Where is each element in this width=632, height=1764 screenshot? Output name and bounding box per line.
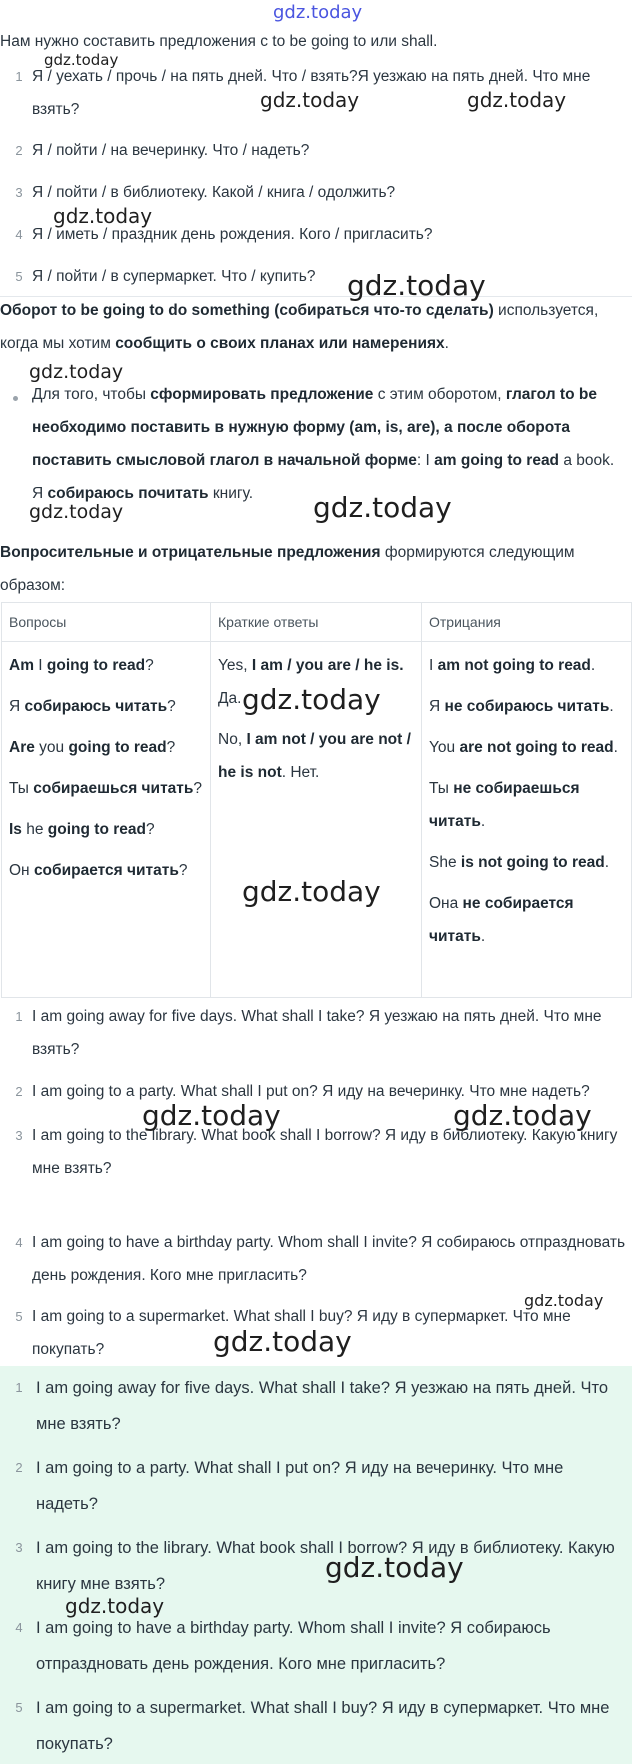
watermark: gdz.today [53, 204, 153, 228]
answer-number: 5 [15, 1700, 23, 1715]
cell-line: Am I going to read? [9, 657, 154, 674]
grammar-table [1, 602, 632, 998]
bullet-text: : I [416, 452, 435, 469]
cell-line: Я собираюсь читать? [9, 698, 176, 715]
table-header: Краткие ответы [211, 603, 422, 642]
watermark: gdz.today [347, 269, 486, 302]
watermark: gdz.today [142, 1099, 281, 1132]
table-header: Отрицания [422, 603, 632, 642]
task-number: 5 [15, 269, 23, 284]
cell-line: You are not going to read. [429, 739, 618, 756]
watermark: gdz.today [313, 491, 452, 524]
answer-number: 4 [15, 1620, 23, 1635]
answer-number: 1 [15, 1009, 23, 1024]
task-number: 3 [15, 185, 23, 200]
task-number: 2 [15, 143, 23, 158]
cell-line: Она не собирается читать. [429, 895, 574, 945]
task-text: Я / пойти / в супермаркет. Что / купить? [32, 268, 316, 285]
bullet-text: Для того, чтобы [32, 386, 151, 403]
answer-text: I am going to the library. What book shall I borrow? Я иду в библиотеку. Какую книгу мне взять? [36, 1539, 615, 1593]
task-text: Я / иметь / праздник день рождения. Кого / пригласить? [32, 226, 433, 243]
answer-text: I am going to have a birthday party. Whom shall I invite? Я собираюсь отпраздновать день рождения. Кого мне пригласить? [32, 1234, 626, 1284]
cell-line: She is not going to read. [429, 854, 610, 871]
watermark: gdz.today [453, 1099, 592, 1132]
answer-number: 4 [15, 1235, 23, 1250]
answer-number: 5 [15, 1309, 23, 1324]
task-number: 1 [15, 69, 23, 84]
answer-text: I am going to a supermarket. What shall I buy? Я иду в супермаркет. Что мне покупать? [32, 1308, 571, 1358]
watermark: gdz.today [242, 683, 381, 716]
answer-text: I am going to a supermarket. What shall I buy? Я иду в супермаркет. Что мне покупать? [36, 1699, 610, 1753]
table-cell-questions [2, 642, 211, 998]
bullet-bold: сформировать предложение [150, 386, 374, 403]
watermark: gdz.today [213, 1325, 352, 1358]
task-text: Я / пойти / на вечеринку. Что / надеть? [32, 142, 310, 159]
rule-text: используется, когда мы хотим [0, 302, 599, 352]
bullet-dot [13, 396, 18, 401]
watermark: gdz.today [65, 1594, 165, 1618]
answer-text: I am going to a party. What shall I put on? Я иду на вечеринку. Что мне надеть? [32, 1083, 590, 1100]
watermark: gdz.today [524, 1291, 604, 1310]
bullet-text: книгу. [208, 485, 254, 502]
watermark: gdz.today [260, 88, 360, 112]
rule-paragraph [0, 294, 632, 360]
table-cell-negations [422, 642, 632, 998]
questions-intro-bold: Вопросительные и отрицательные предложения [0, 544, 381, 561]
answer-text: I am going to the library. What book shall I borrow? Я иду в библиотеку. Какую книгу мне взять? [32, 1127, 618, 1177]
intro-text: Нам нужно составить предложения с to be going to или shall. [0, 33, 438, 50]
watermark: gdz.today [29, 501, 124, 523]
rule-text-end: . [444, 335, 449, 352]
bullet-bold: am going to read [434, 452, 560, 469]
cell-line: Ты не собираешься читать. [429, 780, 580, 830]
answer-number: 3 [15, 1128, 23, 1143]
bullet-text: с этим оборотом, [373, 386, 506, 403]
cell-line: Is he going to read? [9, 821, 155, 838]
bullet-bold: собираюсь почитать [47, 485, 209, 502]
answer-text: I am going to have a birthday party. Whom shall I invite? Я собираюсь отпраздновать день рождения. Кого мне пригласить? [36, 1619, 551, 1673]
answer-text: I am going away for five days. What shall I take? Я уезжаю на пять дней. Что мне взять? [36, 1379, 609, 1433]
bullet-bold: глагол to be необходимо поставить в нужную форму (am, is, are), а после оборота поставить смысловой глагол в начальной форме [32, 386, 597, 469]
answer-text: I am going to a party. What shall I put on? Я иду на вечеринку. Что мне надеть? [36, 1459, 564, 1513]
answer-number: 3 [15, 1540, 23, 1555]
watermark: gdz.today [467, 88, 567, 112]
watermark: gdz.today [29, 361, 124, 383]
site-logo[interactable]: gdz.today [273, 2, 363, 23]
answer-number: 2 [15, 1084, 23, 1099]
answer-text: I am going away for five days. What shall I take? Я уезжаю на пять дней. Что мне взять? [32, 1008, 602, 1058]
questions-intro-text: формируются следующим образом: [0, 544, 575, 594]
cell-line: No, I am not / you are not / he is not. Нет. [218, 731, 411, 781]
task-text: Я / пойти / в библиотеку. Какой / книга / одолжить? [32, 184, 396, 201]
rule-emphasis: сообщить о своих планах или намерениях [115, 335, 445, 352]
questions-intro [0, 536, 632, 602]
rule-term: Оборот to be going to do something (собираться что-то сделать) [0, 302, 494, 319]
table-header-row [2, 603, 632, 642]
answer-number: 1 [15, 1380, 23, 1395]
task-text: Я / уехать / прочь / на пять дней. Что / взять?Я уезжаю на пять дней. Что мне взять? [32, 68, 591, 118]
watermark: gdz.today [325, 1551, 464, 1584]
cell-line: Ты собираешься читать? [9, 780, 203, 797]
table-header: Вопросы [2, 603, 211, 642]
bullet-text: a book. Я [32, 452, 615, 502]
cell-line: Я не собираюсь читать. [429, 698, 614, 715]
watermark: gdz.today [242, 875, 381, 908]
cell-line: Он собирается читать? [9, 862, 188, 879]
cell-line: Are you going to read? [9, 739, 176, 756]
watermark: gdz.today [44, 51, 119, 69]
cell-line: Yes, I am / you are / he is. Да. [218, 657, 404, 707]
cell-line: I am not going to read. [429, 657, 596, 674]
task-number: 4 [15, 227, 23, 242]
answer-number: 2 [15, 1460, 23, 1475]
